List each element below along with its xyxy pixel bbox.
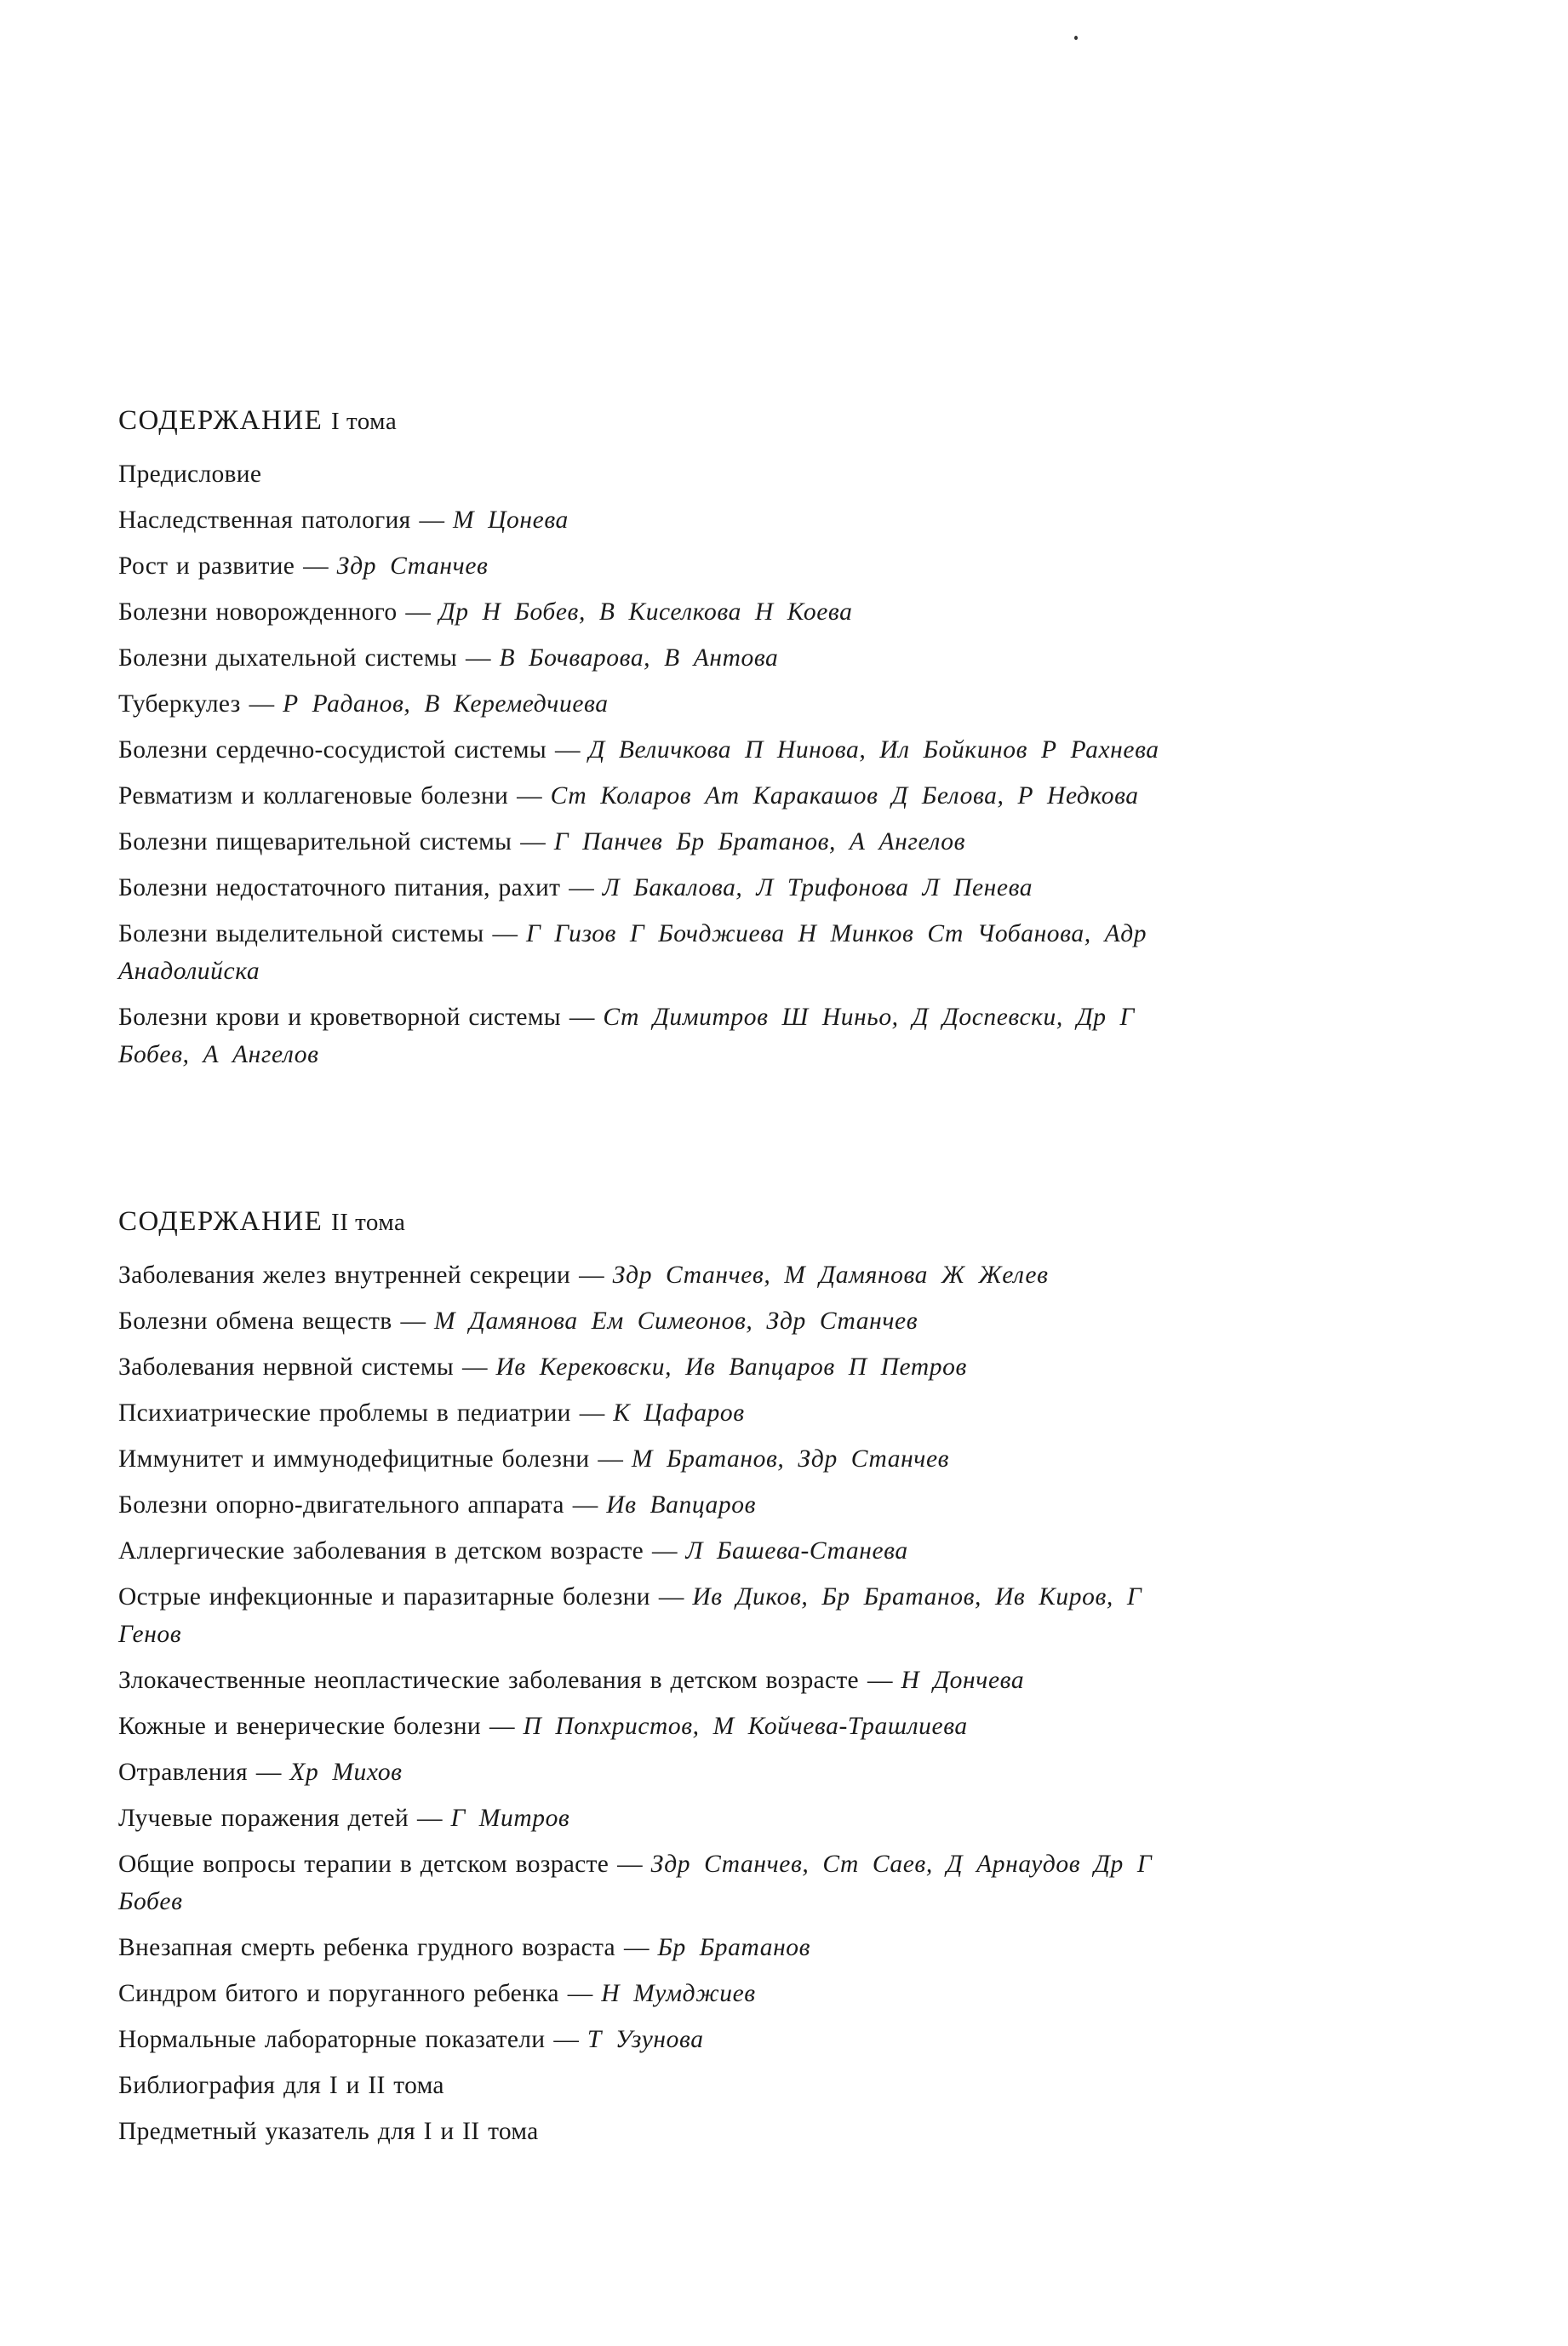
toc-entry-title: Кожные и венерические болезни (118, 1713, 481, 1740)
toc-entry-authors: Д Величкова П Нинова, Ил Бойкинов Р Рахнева (588, 736, 1159, 764)
toc-entry-dash: — (419, 506, 444, 534)
toc-entry (118, 1662, 1216, 1699)
toc-entry-authors: К Цафаров (613, 1399, 745, 1427)
toc-entry-authors: Н Мумджиев (601, 1980, 756, 2007)
toc-entry-dash: — (517, 782, 542, 810)
toc-entry (118, 1754, 1216, 1791)
toc-entry-title: Предисловие (118, 461, 262, 488)
toc-entry-dash: — (462, 1353, 488, 1381)
toc-entry-authors: Р Раданов, В Керемедчиева (283, 690, 609, 718)
toc-entry (118, 731, 1216, 769)
toc-entry (118, 777, 1216, 815)
toc-entry-title: Внезапная смерть ребенка грудного возраста (118, 1934, 615, 1961)
toc-entry-dash: — (617, 1851, 643, 1878)
toc-entry-title: Рост и развитие (118, 552, 295, 580)
toc-entry (118, 455, 1216, 493)
toc-entry-title: Наследственная патология (118, 506, 411, 534)
toc-entry-title: Лучевые поражения детей (118, 1805, 409, 1832)
toc-entry-dash: — (569, 1004, 595, 1031)
toc-entry-authors: М Дамянова Ем Симеонов, Здр Станчев (433, 1307, 918, 1335)
toc-entry-dash: — (466, 644, 491, 672)
toc-entry-dash: — (623, 1934, 650, 1961)
toc-entry-dash: — (554, 736, 581, 764)
toc-entry-title: Общие вопросы терапии в детском возрасте (118, 1851, 609, 1878)
toc-entry-title: Болезни дыхательной системы (118, 644, 458, 672)
toc-entry-title: Ревматизм и коллагеновые болезни (118, 782, 509, 810)
toc-entry (118, 1800, 1216, 1837)
toc-entry-title: Синдром битого и поруганного ребенка (118, 1980, 559, 2007)
toc-entry-dash: — (405, 598, 431, 626)
toc-entry (118, 1929, 1216, 1966)
toc-entry-authors: М Братанов, Здр Станчев (631, 1445, 950, 1473)
toc-entry-authors: В Бочварова, В Антова (499, 644, 779, 672)
toc-entry-title: Болезни выделительной системы (118, 920, 484, 947)
toc-entry-authors: Л Бакалова, Л Трифонова Л Пенева (602, 874, 1033, 901)
toc-entry-dash: — (489, 1713, 515, 1740)
toc-entry-authors: Н Дончева (901, 1667, 1025, 1694)
volume-1-toc-list (118, 455, 1216, 1073)
heading-volume: II тома (331, 1209, 406, 1236)
toc-entry (118, 2067, 1216, 2104)
volume-1-heading (118, 402, 1216, 440)
heading-caps: СОДЕРЖАНИЕ (118, 1206, 323, 1237)
toc-entry-dash: — (249, 690, 275, 718)
toc-entry (118, 2113, 1216, 2150)
toc-entry-title: Отравления (118, 1759, 248, 1786)
toc-entry (118, 547, 1216, 585)
toc-entry-dash: — (658, 1583, 684, 1611)
toc-entry (118, 1845, 1216, 1920)
toc-entry-authors: Г Митров (450, 1805, 570, 1832)
toc-entry-dash: — (255, 1759, 282, 1786)
toc-entry-authors: Ст Коларов Ат Каракашов Д Белова, Р Недкова (550, 782, 1139, 810)
volume-2-toc-list (118, 1256, 1216, 2150)
toc-entry-dash: — (567, 1980, 593, 2007)
toc-entry-authors: Т Узунова (587, 2026, 704, 2053)
toc-entry-title: Аллергические заболевания в детском возрасте (118, 1537, 644, 1565)
toc-entry-dash: — (303, 552, 329, 580)
toc-entry-dash: — (651, 1537, 678, 1565)
toc-entry-authors: Г Гизов Г Бочджиева Н Минков Ст Чобанова, Адр Анадолийска (118, 920, 1147, 985)
toc-entry (118, 869, 1216, 907)
toc-entry (118, 998, 1216, 1073)
toc-entry-title: Иммунитет и иммунодефицитные болезни (118, 1445, 590, 1473)
volume-2-heading (118, 1203, 1216, 1241)
toc-entry-dash: — (492, 920, 518, 947)
toc-entry (118, 639, 1216, 677)
toc-entry (118, 1302, 1216, 1340)
toc-entry (118, 593, 1216, 631)
toc-entry (118, 823, 1216, 861)
toc-entry-authors: Ив Вапцаров (606, 1491, 756, 1519)
toc-entry-title: Острые инфекционные и паразитарные болезни (118, 1583, 650, 1611)
toc-entry (118, 915, 1216, 990)
toc-entry (118, 1394, 1216, 1432)
toc-entry-authors: Бр Братанов (657, 1934, 811, 1961)
toc-entry-authors: Здр Станчев, Ст Саев, Д Арнаудов Др Г Бобев (118, 1851, 1153, 1915)
toc-entry (118, 501, 1216, 539)
toc-entry-authors: М Цонева (452, 506, 569, 534)
toc-entry-dash: — (569, 874, 594, 901)
toc-entry-authors: Ив Диков, Бр Братанов, Ив Киров, Г Генов (118, 1583, 1142, 1648)
toc-entry-title: Заболевания нервной системы (118, 1353, 455, 1381)
toc-entry-title: Болезни крови и кроветворной системы (118, 1004, 561, 1031)
toc-entry-dash: — (579, 1262, 604, 1289)
toc-entry-title: Злокачественные неопластические заболевания в детском возрасте (118, 1667, 859, 1694)
toc-entry-dash: — (579, 1399, 605, 1427)
toc-entry-authors: Ив Керековски, Ив Вапцаров П Петров (495, 1353, 967, 1381)
toc-entry-title: Нормальные лабораторные показатели (118, 2026, 546, 2053)
toc-entry-authors: Здр Станчев (336, 552, 489, 580)
toc-entry-title: Заболевания желез внутренней секреции (118, 1262, 571, 1289)
toc-entry-title: Болезни пищеварительной системы (118, 828, 512, 855)
toc-entry-title: Психиатрические проблемы в педиатрии (118, 1399, 571, 1427)
toc-entry (118, 1708, 1216, 1745)
toc-entry-dash: — (416, 1805, 443, 1832)
toc-entry-title: Болезни недостаточного питания, рахит (118, 874, 561, 901)
toc-entry-authors: Др Н Бобев, В Киселкова Н Коева (438, 598, 853, 626)
toc-entry (118, 1486, 1216, 1524)
toc-entry-title: Болезни опорно-двигательного аппарата (118, 1491, 564, 1519)
toc-entry-authors: Ст Димитров Ш Ниньо, Д Доспевски, Др Г Бобев, А Ангелов (118, 1004, 1135, 1068)
toc-entry (118, 2021, 1216, 2058)
toc-entry-title: Туберкулез (118, 690, 241, 718)
volume-1-contents (118, 402, 1216, 1082)
toc-entry-authors: Л Башева-Станева (685, 1537, 908, 1565)
toc-entry-title: Болезни новорожденного (118, 598, 398, 626)
toc-entry-dash: — (572, 1491, 598, 1519)
toc-entry (118, 1348, 1216, 1386)
toc-entry-dash: — (553, 2026, 579, 2053)
volume-2-contents (118, 1203, 1216, 2159)
heading-volume: I тома (331, 408, 398, 435)
toc-entry-title: Библиография для I и II тома (118, 2072, 444, 2099)
toc-entry-authors: Г Панчев Бр Братанов, А Ангелов (553, 828, 966, 855)
toc-entry-title: Болезни обмена веществ (118, 1307, 392, 1335)
toc-entry-dash: — (598, 1445, 623, 1473)
print-speck (1074, 36, 1078, 40)
toc-entry (118, 1975, 1216, 2012)
toc-entry-title: Болезни сердечно-сосудистой системы (118, 736, 547, 764)
toc-entry (118, 1256, 1216, 1294)
toc-entry-dash: — (520, 828, 546, 855)
toc-entry-authors: П Попхристов, М Койчева-Трашлиева (523, 1713, 968, 1740)
toc-entry (118, 685, 1216, 723)
toc-entry-dash: — (867, 1667, 893, 1694)
heading-caps: СОДЕРЖАНИЕ (118, 405, 323, 436)
toc-entry-title: Предметный указатель для I и II тома (118, 2118, 539, 2145)
toc-entry-dash: — (400, 1307, 426, 1335)
toc-entry (118, 1578, 1216, 1653)
toc-entry-authors: Хр Михов (289, 1759, 403, 1786)
toc-entry-authors: Здр Станчев, М Дамянова Ж Желев (612, 1262, 1049, 1289)
toc-entry (118, 1532, 1216, 1570)
toc-entry (118, 1440, 1216, 1478)
